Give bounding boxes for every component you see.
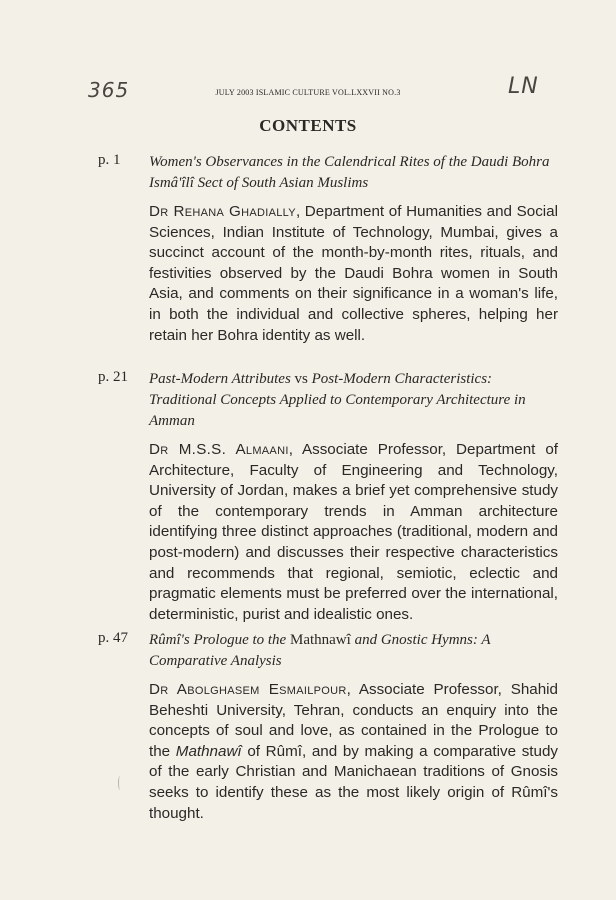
entry-title-vs: vs (290, 371, 312, 387)
entry-summary (149, 440, 558, 625)
entry-title (149, 630, 558, 672)
entry-author: Dr Abolghasem Esmailpour (149, 681, 347, 698)
entry-page-ref: p. 47 (98, 630, 128, 646)
entry-author: Dr Rehana Ghadially (149, 203, 296, 220)
entry-summary (149, 202, 558, 346)
entry-title-part: Rûmî's Prologue to the (149, 632, 290, 648)
running-head: JULY 2003 ISLAMIC CULTURE VOL.LXXVII NO.3 (215, 88, 401, 97)
entry-summary-text: , Associate Professor, Department of Architecture, Faculty of Engineering and Technology, University of Jordan, makes a brief yet comprehensive study of the contemporary trends in Amman architecture identifying three distinct approaches (traditional, modern and post-modern) and discusses their respective characteristics and recommends that regional, semiotic, eclectic and pragmatic elements must be preferred over the international, deterministic, purist and idealistic ones. (149, 441, 558, 623)
handwritten-initials: LN (508, 74, 539, 99)
entry-page-ref: p. 21 (98, 369, 128, 385)
entry-title-roman: Mathnawî (289, 632, 351, 648)
entry-summary-text: , Department of Humanities and Social Sciences, Indian Institute of Technology, Mumbai, gives a succinct account of the month-by-month rites, rituals, and festivities observed by the Daudi Bohra women in South Asia, and comments on their significance in a woman's life, in both the individual and collective spheres, helping her retain her Bohra identity as well. (149, 203, 558, 344)
entry-title: Women's Observances in the Calendrical Rites of the Daudi Bohra Ismâ'îlî Sect of South Asian Muslims (149, 154, 550, 191)
entry-title-part: Past-Modern Attributes (149, 371, 291, 387)
entry-title-part: and Gnostic Hymns: A Comparative Analysis (149, 632, 491, 669)
entry-summary-italic: Mathnawî (175, 742, 242, 760)
contents-title: CONTENTS (259, 116, 357, 135)
contents-entry (98, 152, 558, 346)
scan-mark (118, 776, 122, 790)
contents-entry (98, 630, 558, 824)
entry-summary (149, 680, 558, 824)
entry-summary-text: of Rûmî, and by making a comparative study of the early Christian and Manichaean traditions of Gnosis seeks to identify these as the most likely origin of Rûmî's thought. (149, 742, 558, 822)
entry-summary-text: , Associate Professor, Shahid Beheshti University, Tehran, conducts an enquiry into the concepts of soul and love, as contained in the Prologue to the (149, 681, 558, 760)
contents-entry (98, 369, 558, 625)
entry-author: Dr M.S.S. Almaani (149, 441, 289, 458)
entry-page-ref: p. 1 (98, 152, 121, 168)
entry-title-part: Post-Modern Characteristics: Traditional Concepts Applied to Contemporary Architecture in Amman (149, 371, 526, 429)
entry-title (149, 369, 558, 432)
handwritten-page-number: 365 (88, 78, 130, 102)
